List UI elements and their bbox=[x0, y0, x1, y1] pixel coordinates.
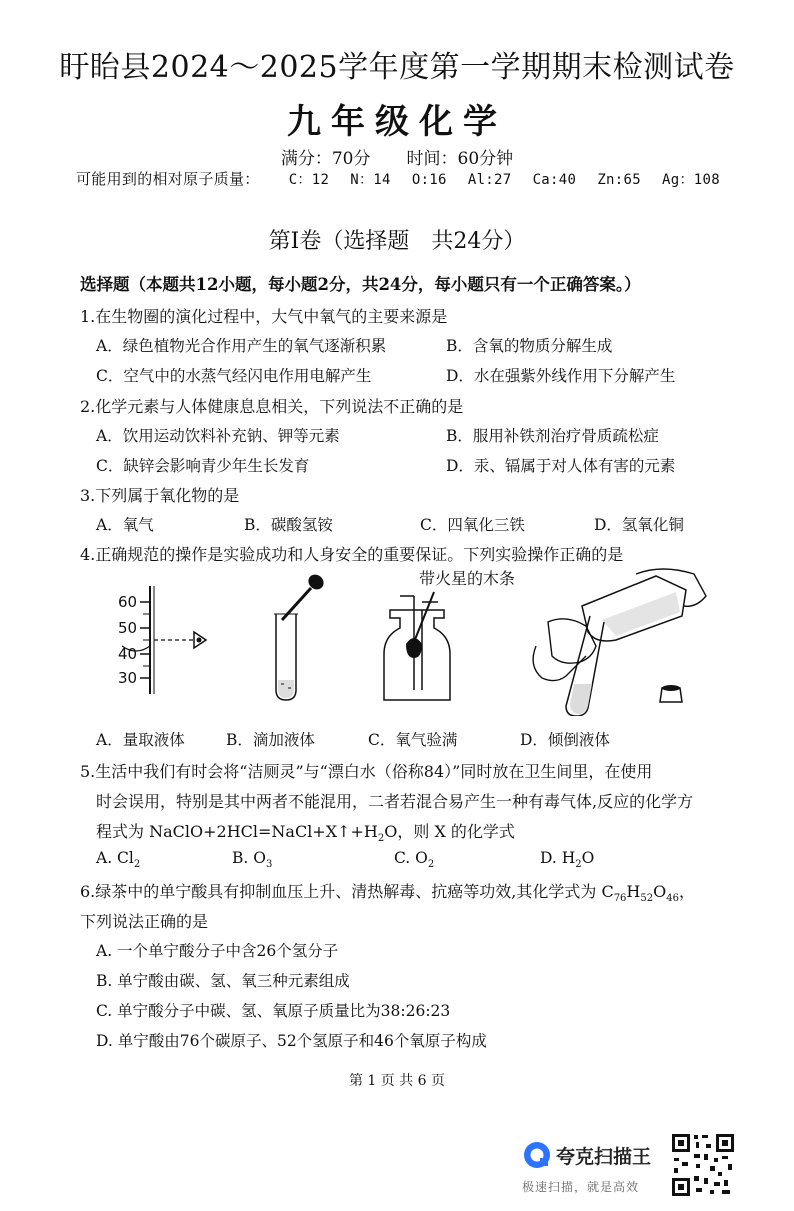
q2-option-a: A．饮用运动饮料补充钠、钾等元素 bbox=[96, 427, 340, 445]
q1-option-c: C．空气中的水蒸气经闪电作用电解产生 bbox=[96, 367, 372, 385]
q6-formula-h: H bbox=[626, 882, 641, 901]
q2-option-c: C．缺锌会影响青少年生长发育 bbox=[96, 457, 310, 475]
scanner-watermark bbox=[522, 1140, 672, 1198]
q4-figures bbox=[96, 566, 736, 716]
section-title: 第Ⅰ卷（选择题 共24分） bbox=[268, 229, 526, 254]
atomic-mass-c: C：12 bbox=[288, 172, 330, 188]
q3-stem: 3.下列属于氧化物的是 bbox=[80, 486, 240, 505]
atomic-mass-zn: Zn:65 bbox=[597, 172, 641, 188]
q5-option-d-sub: 2 bbox=[575, 859, 582, 871]
q5-option-b bbox=[232, 849, 272, 870]
q5-equation-sub: 2 bbox=[377, 833, 385, 845]
atomic-mass-al: Al:27 bbox=[467, 172, 512, 188]
atomic-mass-o: O:16 bbox=[411, 172, 447, 188]
q6-line-2: 下列说法正确的是 bbox=[80, 912, 209, 931]
cylinder-tick-50: 50 bbox=[118, 619, 138, 637]
q5-option-a-sub: 2 bbox=[133, 859, 141, 871]
dropper-test-tube-figure bbox=[274, 571, 327, 700]
cylinder-tick-60: 60 bbox=[118, 593, 138, 611]
q4-option-b: B．滴加液体 bbox=[226, 731, 315, 749]
q5-line-3 bbox=[96, 819, 515, 844]
gas-bottle-figure bbox=[384, 592, 450, 700]
qr-code-icon bbox=[670, 1132, 736, 1198]
q5-option-d-text: D. H bbox=[540, 849, 576, 867]
q5-option-c-sub: 2 bbox=[427, 859, 435, 871]
q5-option-a bbox=[96, 849, 140, 870]
atomic-mass-ag: Ag：108 bbox=[662, 172, 720, 188]
atomic-mass-n: N：14 bbox=[350, 172, 391, 188]
q1-option-a: A．绿色植物光合作用产生的氧气逐渐积累 bbox=[96, 337, 387, 355]
exam-title: 盱眙县2024～2025学年度第一学期期末检测试卷 bbox=[59, 50, 735, 85]
q6-formula-o-sub: 46 bbox=[666, 893, 679, 905]
q5-option-c bbox=[394, 849, 434, 870]
q6-line-1 bbox=[80, 879, 695, 904]
q5-option-d bbox=[540, 849, 594, 870]
q5-line-1: 5.生活中我们有时会将“洁厕灵”与“漂白水（俗称84）”同时放在卫生间里，在使用 bbox=[80, 762, 653, 781]
q3-option-c: C．四氧化三铁 bbox=[420, 516, 525, 534]
cylinder-tick-30: 30 bbox=[118, 669, 138, 687]
q2-option-d: D．汞、镉属于对人体有害的元素 bbox=[446, 457, 676, 475]
q5-line-2: 时会误用，特别是其中两者不能混用，二者若混合易产生一种有毒气体,反应的化学方 bbox=[96, 792, 694, 811]
q2-stem: 2.化学元素与人体健康息息相关，下列说法不正确的是 bbox=[80, 397, 464, 416]
q6-formula-h-sub: 52 bbox=[640, 893, 654, 905]
q5-option-d-post: O bbox=[581, 849, 595, 867]
q5-option-b-text: B. O bbox=[232, 849, 266, 867]
exam-meta bbox=[0, 144, 794, 169]
q6-option-d: D. 单宁酸由76个碳原子、52个氢原子和46个氧原子构成 bbox=[96, 1032, 487, 1050]
q6-option-a: A. 一个单宁酸分子中含26个氢分子 bbox=[96, 942, 339, 960]
q6-formula-c-sub: 76 bbox=[613, 893, 627, 905]
exam-time: 时间：60分钟 bbox=[406, 149, 514, 169]
q6-option-c: C. 单宁酸分子中碳、氢、氧原子质量比为38:26:23 bbox=[96, 1002, 451, 1020]
atomic-masses bbox=[76, 168, 736, 189]
q3-option-a: A．氧气 bbox=[96, 516, 154, 534]
scanner-slogan: 极速扫描，就是高效 bbox=[522, 1180, 640, 1194]
q4-option-a: A．量取液体 bbox=[96, 731, 185, 749]
section-instruction: 选择题（本题共12小题，每小题2分，共24分，每小题只有一个正确答案。） bbox=[80, 275, 641, 294]
q5-option-c-text: C. O bbox=[394, 849, 428, 867]
q6-line-1-text: 6.绿茶中的单宁酸具有抑制血压上升、清热解毒、抗癌等功效,其化学式为 C bbox=[80, 882, 614, 901]
q5-option-a-text: A. Cl bbox=[96, 849, 134, 867]
q5-equation-post: O，则 X 的化学式 bbox=[384, 822, 515, 841]
cylinder-tick-40: 40 bbox=[118, 645, 138, 663]
q1-stem: 1.在生物圈的演化过程中，大气中氧气的主要来源是 bbox=[80, 307, 448, 326]
q3-option-b: B．碳酸氢铵 bbox=[244, 516, 333, 534]
q1-option-d: D．水在强紫外线作用下分解产生 bbox=[446, 367, 676, 385]
q2-option-b: B．服用补铁剂治疗骨质疏松症 bbox=[446, 427, 659, 445]
q5-option-b-sub: 3 bbox=[265, 859, 273, 871]
q5-equation-pre: 程式为 NaClO+2HCl=NaCl+X↑+H bbox=[96, 822, 378, 841]
pouring-liquid-figure bbox=[533, 569, 706, 716]
atomic-masses-label: 可能用到的相对原子质量： bbox=[76, 170, 260, 188]
scanner-logo-icon bbox=[522, 1140, 552, 1170]
subject-title: 九年级化学 bbox=[287, 102, 507, 142]
scanner-brand: 夸克扫描王 bbox=[556, 1146, 652, 1168]
q4-option-d: D．倾倒液体 bbox=[520, 731, 610, 749]
splint-caption: 带火星的木条 bbox=[419, 569, 516, 588]
q4-option-c: C．氧气验满 bbox=[368, 731, 458, 749]
q3-option-d: D．氢氧化铜 bbox=[594, 516, 684, 534]
q6-formula-end: ， bbox=[678, 882, 695, 901]
atomic-mass-ca: Ca:40 bbox=[532, 172, 577, 188]
q6-option-b: B. 单宁酸由碳、氢、氧三种元素组成 bbox=[96, 972, 350, 990]
page-number: 第 1 页 共 6 页 bbox=[348, 1073, 446, 1089]
q4-stem: 4.正确规范的操作是实验成功和人身安全的重要保证。下列实验操作正确的是 bbox=[80, 545, 624, 564]
q1-option-b: B．含氧的物质分解生成 bbox=[446, 337, 613, 355]
q6-formula-o: O bbox=[653, 882, 667, 901]
full-score: 满分：70分 bbox=[280, 149, 371, 169]
